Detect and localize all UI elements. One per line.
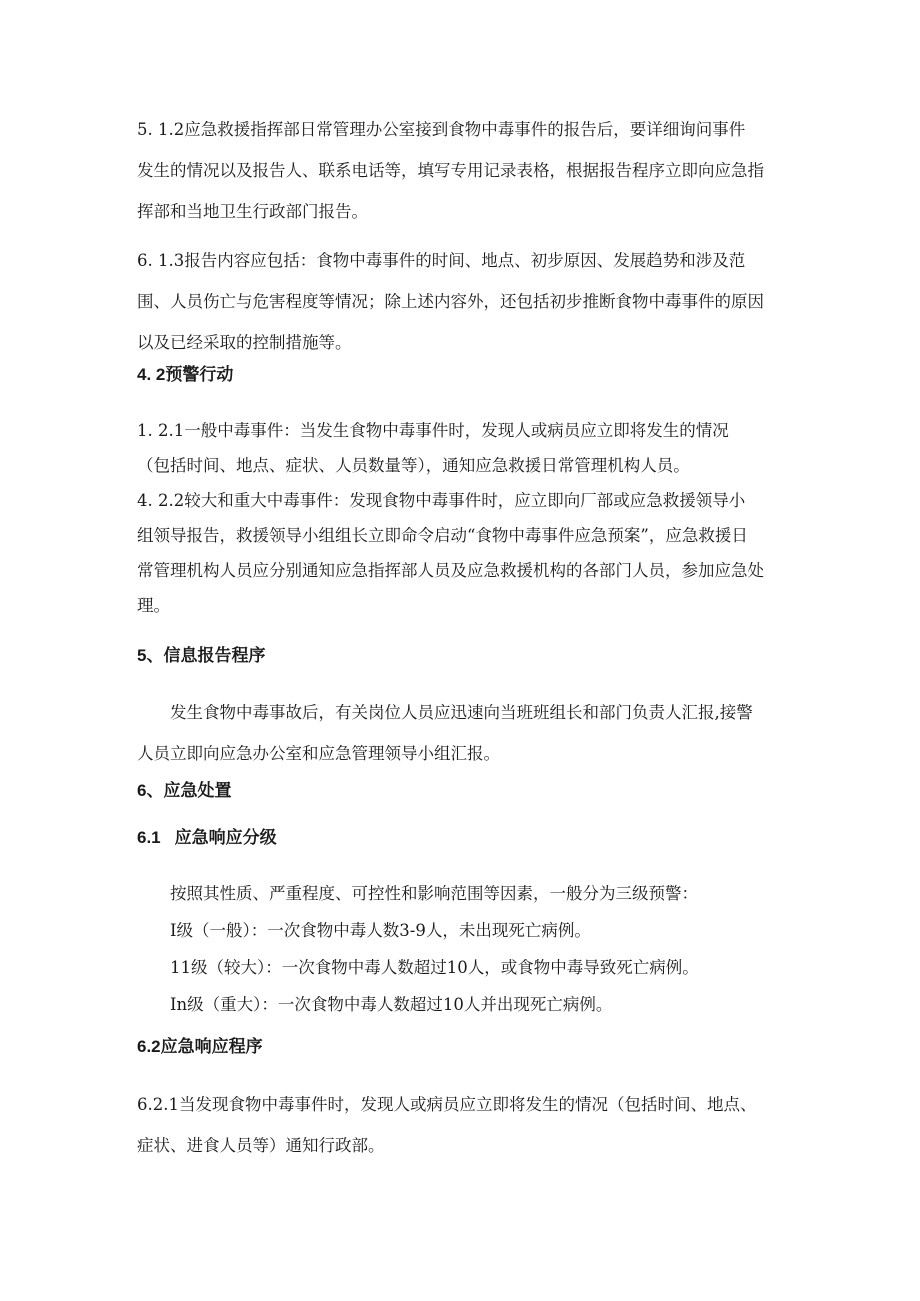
section-title: 应急响应分级	[174, 828, 277, 848]
section-heading-5	[137, 644, 265, 668]
text-line: 症状、进食人员等）通知行政部。	[137, 1136, 385, 1155]
text-line: （包括时间、地点、症状、人员数量等），通知应急救援日常管理机构人员。	[137, 456, 690, 475]
text-line: 5. 1.2应急救援指挥部日常管理办公室接到食物中毒事件的报告后，要详细询问事件	[137, 120, 746, 139]
paragraph-6-1-3	[137, 240, 787, 363]
text-line: 组领导报告，救援领导小组组长立即命令启动“食物中毒事件应急预案”，应急救援日	[137, 526, 748, 545]
text-line: 以及已经采取的控制措施等。	[137, 333, 352, 352]
section-heading-6-2	[137, 1035, 263, 1059]
text-line: In级（重大）：一次食物中毒人数超过10人并出现死亡病例。	[170, 995, 613, 1014]
section-heading-6	[137, 779, 231, 803]
section-title: 预警行动	[165, 365, 234, 385]
text-line: 1. 2.1一般中毒事件：当发生食物中毒事件时，发现人或病员应立即将发生的情况	[137, 421, 729, 440]
text-line: 理。	[137, 596, 170, 615]
text-line: I级（一般）：一次食物中毒人数3-9人，未出现死亡病例。	[170, 921, 591, 940]
text-line: 按照其性质、严重程度、可控性和影响范围等因素，一般分为三级预警：	[170, 884, 698, 903]
text-line: 11级（较大）：一次食物中毒人数超过10人，或食物中毒导致死亡病例。	[170, 958, 699, 977]
paragraph-info-report	[137, 692, 787, 774]
section-number: 5	[137, 646, 147, 665]
text-line: 围、人员伤亡与危害程度等情况；除上述内容外，还包括初步推断食物中毒事件的原因	[137, 292, 764, 311]
paragraph-response-levels	[137, 875, 787, 1023]
section-number: 6.1	[137, 828, 161, 847]
text-line: 6.2.1当发现食物中毒事件时，发现人或病员应立即将发生的情况（包括时间、地点、	[137, 1095, 757, 1114]
section-heading-4-2	[137, 363, 233, 387]
text-line: 发生的情况以及报告人、联系电话等，填写专用记录表格，根据报告程序立即向应急指	[137, 161, 764, 180]
paragraph-warning-actions	[137, 413, 787, 623]
section-number: 6.2	[137, 1037, 161, 1056]
section-title: 、信息报告程序	[146, 646, 266, 666]
text-line: 挥部和当地卫生行政部门报告。	[137, 202, 368, 221]
text-line: 常管理机构人员应分别通知应急指挥部人员及应急救援机构的各部门人员，参加应急处	[137, 561, 764, 580]
text-line: 4. 2.2较大和重大中毒事件：发现食物中毒事件时，应立即向厂部或应急救援领导小	[137, 491, 746, 510]
section-title: 、应急处置	[146, 781, 232, 801]
text-line: 6. 1.3报告内容应包括：食物中毒事件的时间、地点、初步原因、发展趋势和涉及范	[137, 251, 746, 270]
section-title: 应急响应程序	[160, 1037, 263, 1057]
text-line: 人员立即向应急办公室和应急管理领导小组汇报。	[137, 744, 500, 763]
text-line: 发生食物中毒事故后，有关岗位人员应迅速向当班班组长和部门负责人汇报,接警	[170, 703, 753, 722]
section-number: 4. 2	[137, 365, 166, 384]
paragraph-6-2-1	[137, 1084, 787, 1166]
section-number: 6	[137, 781, 147, 800]
section-heading-6-1	[137, 826, 277, 850]
paragraph-5-1-2	[137, 109, 787, 232]
